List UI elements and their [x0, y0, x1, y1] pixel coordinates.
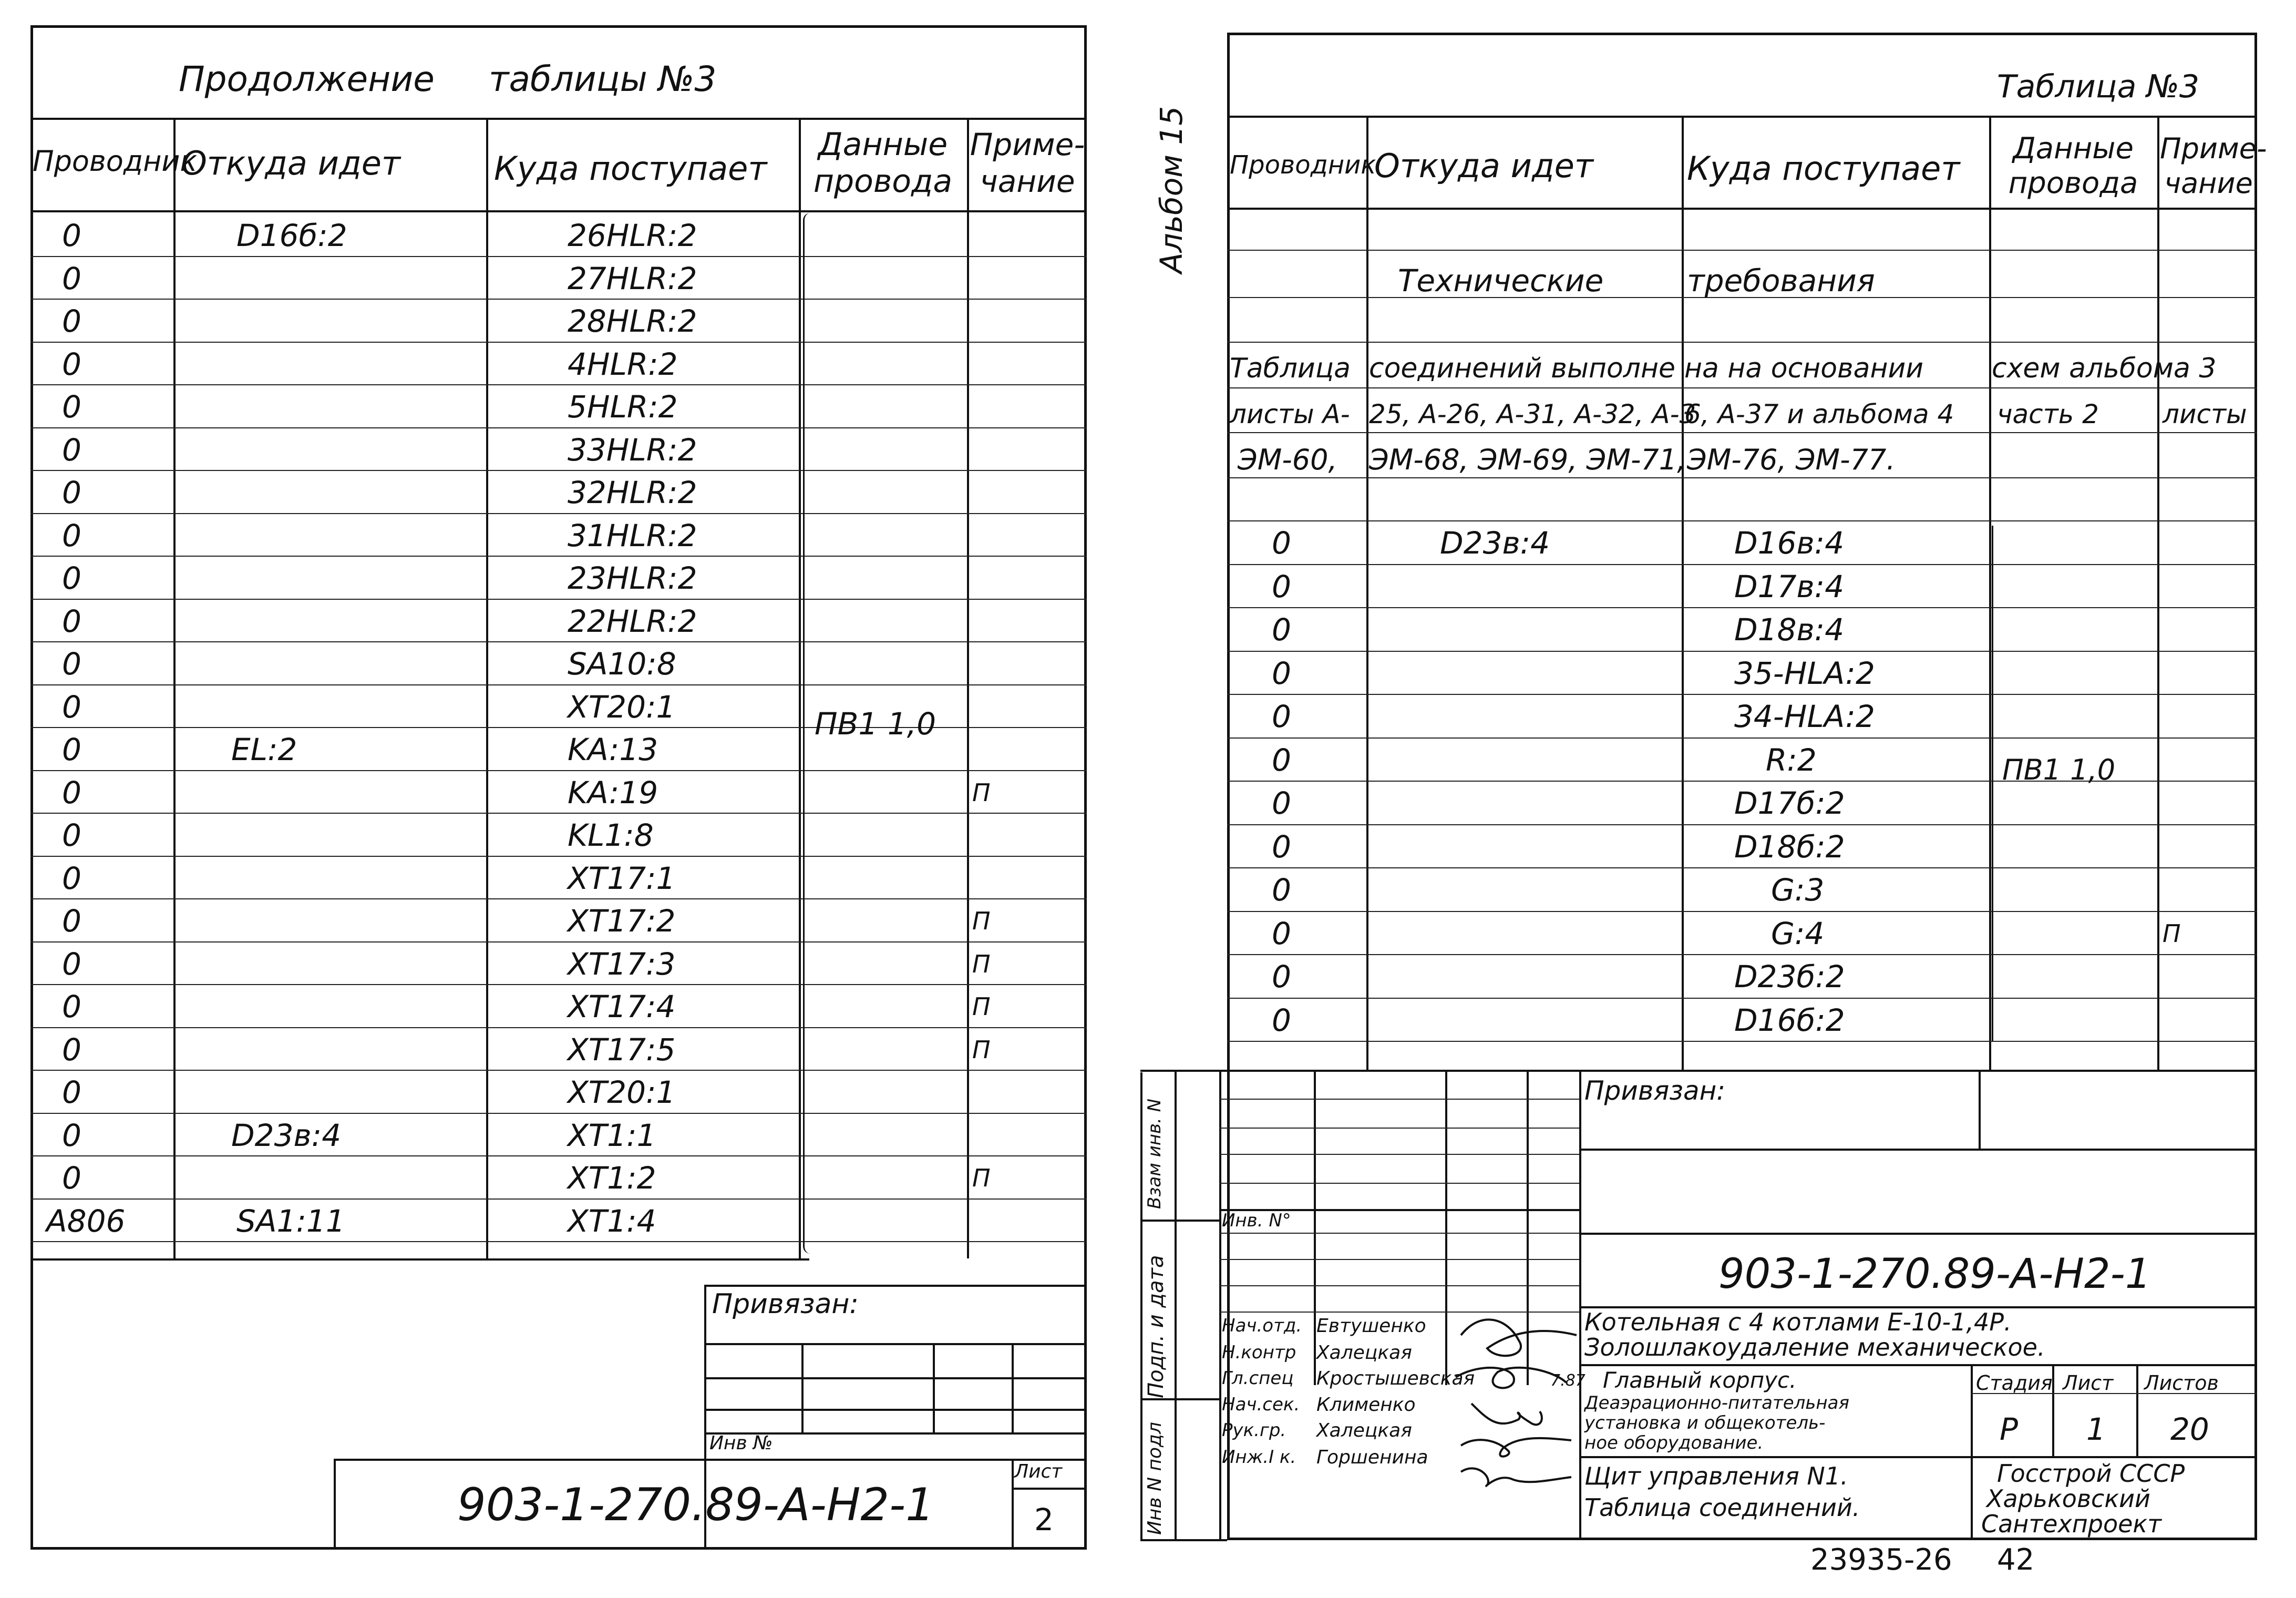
right-row-line — [1227, 954, 2257, 955]
left-cell-to: 31HLR:2 — [568, 518, 697, 554]
right-text-2a: листы А- — [1230, 399, 1350, 429]
staff-role: Нач.сек. — [1222, 1394, 1300, 1415]
right-cell-to: 34-HLA:2 — [1734, 699, 1875, 734]
right-row-line — [1227, 564, 2257, 565]
left-cell-to: KL1:8 — [568, 817, 654, 853]
left-cell-to: XT20:1 — [568, 689, 676, 725]
side-label-sign-date: Подп. и дата — [1144, 1255, 1168, 1398]
right-cell-to: D18б:2 — [1734, 829, 1845, 865]
left-row-line — [30, 641, 1087, 642]
left-wire-data: ПВ1 1,0 — [815, 706, 936, 742]
left-row-line — [30, 856, 1087, 857]
staff-role: Рук.гр. — [1222, 1420, 1286, 1441]
left-cell-to: 28HLR:2 — [568, 303, 697, 339]
left-cell-conductor: 0 — [62, 989, 81, 1025]
right-cell-to: D17б:2 — [1734, 785, 1845, 821]
right-cell-note: П — [2163, 919, 2181, 948]
right-cell-to: D16б:2 — [1734, 1002, 1845, 1038]
left-row-line — [30, 1070, 1087, 1071]
left-cell-to: XT17:4 — [568, 989, 676, 1025]
right-cell-from: D23в:4 — [1440, 525, 1550, 561]
left-row-line — [30, 556, 1087, 557]
building-3: установка и общекотель- — [1584, 1412, 1826, 1433]
left-cell-conductor: 0 — [62, 218, 81, 253]
right-table-title: Таблица №3 — [1997, 68, 2200, 105]
right-cell-conductor: 0 — [1272, 872, 1291, 908]
left-cell-conductor: 0 — [62, 689, 81, 725]
org-3: Сантехпроект — [1981, 1510, 2162, 1538]
left-cell-to: 26HLR:2 — [568, 218, 697, 253]
project-title-2: Золошлакоудаление механическое. — [1584, 1333, 2045, 1361]
left-header-note: Приме- чание — [970, 127, 1085, 199]
right-text-1a: Таблица — [1230, 353, 1351, 384]
staff-role: Нач.отд. — [1222, 1315, 1302, 1336]
left-cell-note: П — [972, 1036, 991, 1064]
right-header-conductor: Проводник — [1230, 150, 1376, 180]
left-cell-conductor: 0 — [62, 1032, 81, 1068]
left-cell-to: XT1:2 — [568, 1160, 656, 1196]
signatures-scribble — [1440, 1298, 1582, 1498]
left-cell-note: П — [972, 950, 991, 978]
left-row-line — [30, 513, 1087, 514]
staff-role: Гл.спец — [1222, 1368, 1294, 1389]
right-row-line — [1227, 342, 2257, 343]
left-cell-conductor: 0 — [62, 946, 81, 982]
right-row-line — [1227, 867, 2257, 868]
left-cell-to: KA:19 — [568, 775, 658, 811]
left-cell-conductor: 0 — [62, 560, 81, 596]
right-wire-data: ПВ1 1,0 — [2002, 753, 2116, 786]
right-cell-conductor: 0 — [1272, 525, 1291, 561]
left-wire-brace — [803, 213, 812, 1254]
left-cell-to: 5HLR:2 — [568, 389, 678, 425]
right-text-2e: листы — [2163, 399, 2247, 429]
building-2: Деаэрационно-питательная — [1584, 1392, 1849, 1413]
staff-name: Кростышевская — [1316, 1368, 1475, 1389]
left-cell-conductor: 0 — [62, 732, 81, 767]
left-header-wire-data: Данные провода — [813, 126, 953, 200]
sheet-label: Лист — [2063, 1371, 2114, 1395]
right-text-1d: схем альбома 3 — [1992, 353, 2217, 384]
left-title-table: таблицы №3 — [489, 59, 717, 99]
left-cell-conductor: 0 — [62, 261, 81, 296]
left-cell-conductor: 0 — [62, 646, 81, 682]
left-cell-to: SA10:8 — [568, 646, 676, 682]
left-cell-to: 4HLR:2 — [568, 346, 678, 382]
left-stamp-linked: Привязан: — [712, 1288, 859, 1320]
left-sheet-number: 2 — [1034, 1502, 1054, 1538]
left-row-line — [30, 1241, 1087, 1242]
left-stamp-inv: Инв № — [709, 1432, 773, 1454]
right-row-line — [1227, 387, 2257, 388]
left-cell-to: XT17:3 — [568, 946, 676, 982]
left-cell-to: XT17:5 — [568, 1032, 676, 1068]
left-cell-note: П — [972, 992, 991, 1021]
left-cell-from: D23в:4 — [231, 1118, 342, 1153]
right-text-1b: соединений выполне — [1369, 353, 1675, 384]
right-header-wire-data: Данные провода — [2008, 131, 2138, 200]
right-text-3a: ЭМ-60, — [1238, 443, 1337, 476]
left-cell-conductor: 0 — [62, 346, 81, 382]
staff-name: Евтушенко — [1316, 1315, 1426, 1337]
left-cell-conductor: 0 — [62, 861, 81, 896]
right-stamp-inv: Инв. N° — [1222, 1210, 1291, 1231]
left-row-line — [30, 342, 1087, 343]
org-1: Госстрой СССР — [1997, 1459, 2185, 1488]
right-row-line — [1227, 477, 2257, 478]
left-cell-note: П — [972, 907, 991, 935]
right-cell-to: R:2 — [1766, 742, 1817, 778]
building-1: Главный корпус. — [1603, 1367, 1797, 1393]
left-cell-to: 32HLR:2 — [568, 475, 697, 510]
right-row-line — [1227, 824, 2257, 825]
staff-name: Халецкая — [1316, 1420, 1412, 1441]
left-cell-conductor: 0 — [62, 903, 81, 939]
right-row-line — [1227, 607, 2257, 608]
left-row-line — [30, 427, 1087, 428]
sheet-value: 1 — [2086, 1411, 2106, 1447]
right-cell-conductor: 0 — [1272, 1002, 1291, 1038]
left-title-continued: Продолжение — [179, 59, 435, 99]
right-row-line — [1227, 250, 2257, 251]
right-cell-to: D18в:4 — [1734, 612, 1845, 648]
right-req-1: Технические — [1398, 263, 1604, 299]
right-req-2: требования — [1687, 263, 1875, 299]
stage-value: Р — [2000, 1411, 2018, 1447]
left-row-line — [30, 1155, 1087, 1156]
left-row-line — [30, 599, 1087, 600]
building-4: ное оборудование. — [1584, 1432, 1764, 1453]
right-cell-to: G:4 — [1771, 916, 1825, 951]
left-row-line — [30, 1198, 1087, 1200]
right-cell-conductor: 0 — [1272, 655, 1291, 691]
left-row-line — [30, 1027, 1087, 1028]
left-cell-note: П — [972, 778, 991, 807]
left-cell-from: EL:2 — [231, 732, 297, 767]
right-row-line — [1227, 432, 2257, 433]
left-row-line — [30, 384, 1087, 385]
left-sheet-label: Лист — [1014, 1461, 1063, 1482]
right-cell-to: D16в:4 — [1734, 525, 1845, 561]
left-cell-to: XT1:1 — [568, 1118, 656, 1153]
sheets-value: 20 — [2170, 1411, 2209, 1447]
left-cell-to: 23HLR:2 — [568, 560, 697, 596]
staff-role: Инж.I к. — [1222, 1447, 1296, 1468]
right-text-1c: на на основании — [1684, 353, 1924, 384]
left-cell-conductor: 0 — [62, 775, 81, 811]
left-row-line — [30, 941, 1087, 943]
right-text-2c: 6, А-37 и альбома 4 — [1684, 399, 1954, 429]
left-cell-from: D16б:2 — [236, 218, 347, 253]
left-cell-to: XT17:1 — [568, 861, 676, 896]
right-cell-to: D23б:2 — [1734, 959, 1845, 995]
left-cell-to: KA:13 — [568, 732, 658, 767]
left-cell-conductor: 0 — [62, 1118, 81, 1153]
right-row-line — [1227, 911, 2257, 912]
left-cell-conductor: 0 — [62, 303, 81, 339]
left-cell-to: XT17:2 — [568, 903, 676, 939]
right-row-line — [1227, 998, 2257, 999]
right-header-note: Приме- чание — [2160, 132, 2267, 200]
left-header-from: Откуда идет — [181, 144, 401, 182]
left-cell-conductor: 0 — [62, 1160, 81, 1196]
right-cell-conductor: 0 — [1272, 742, 1291, 778]
right-cell-to: D17в:4 — [1734, 569, 1845, 605]
sheets-label: Листов — [2144, 1371, 2219, 1395]
left-cell-to: XT1:4 — [568, 1203, 656, 1239]
left-row-line — [30, 898, 1087, 899]
stage-label: Стадия — [1976, 1371, 2053, 1395]
left-cell-to: 27HLR:2 — [568, 261, 697, 296]
right-text-3b: ЭМ-68, ЭМ-69, ЭМ-71, — [1369, 443, 1686, 476]
right-cell-conductor: 0 — [1272, 959, 1291, 995]
left-cell-conductor: 0 — [62, 603, 81, 639]
right-wire-brace — [1992, 526, 2001, 1041]
side-label-replace: Взам инв. N — [1144, 1098, 1165, 1209]
left-cell-to: 22HLR:2 — [568, 603, 697, 639]
right-cell-to: 35-HLA:2 — [1734, 655, 1875, 691]
right-cell-conductor: 0 — [1272, 569, 1291, 605]
staff-name: Горшенина — [1316, 1447, 1428, 1468]
right-row-line — [1227, 737, 2257, 739]
left-cell-to: 33HLR:2 — [568, 432, 697, 468]
archive-number: 23935-26 — [1810, 1543, 1952, 1577]
left-cell-conductor: 0 — [62, 1074, 81, 1110]
right-row-line — [1227, 694, 2257, 695]
right-cell-to: G:3 — [1771, 872, 1825, 908]
right-header-to: Куда поступает — [1687, 149, 1960, 188]
left-cell-conductor: 0 — [62, 475, 81, 510]
right-cell-conductor: 0 — [1272, 612, 1291, 648]
left-row-line — [30, 684, 1087, 685]
left-row-line — [30, 984, 1087, 985]
left-header-conductor: Проводник — [33, 145, 198, 178]
left-cell-conductor: 0 — [62, 432, 81, 468]
staff-name: Халецкая — [1316, 1342, 1412, 1364]
side-label-inv-orig: Инв N подл — [1144, 1422, 1166, 1535]
right-row-line — [1227, 520, 2257, 521]
right-row-line — [1227, 651, 2257, 652]
left-row-line — [30, 813, 1087, 814]
right-text-2d: часть 2 — [1997, 399, 2099, 429]
right-cell-conductor: 0 — [1272, 699, 1291, 734]
left-header-to: Куда поступает — [494, 149, 767, 188]
left-row-line — [30, 1113, 1087, 1114]
right-cell-conductor: 0 — [1272, 785, 1291, 821]
right-text-3c: ЭМ-76, ЭМ-77. — [1687, 443, 1896, 476]
right-header-from: Откуда идет — [1374, 147, 1594, 185]
staff-role: Н.контр — [1222, 1342, 1296, 1363]
left-cell-conductor: 0 — [62, 389, 81, 425]
left-doc-code: 903-1-270.89-A-H2-1 — [457, 1479, 934, 1531]
left-cell-conductor: A806 — [46, 1203, 126, 1239]
right-cell-conductor: 0 — [1272, 829, 1291, 865]
signature-date: 7.87 — [1550, 1371, 1585, 1390]
project-title-1: Котельная с 4 котлами Е-10-1,4Р. — [1584, 1308, 2012, 1336]
right-text-2b: 25, А-26, А-31, А-32, А-3 — [1369, 399, 1696, 429]
sheet-title-2: Таблица соединений. — [1584, 1493, 1860, 1522]
org-2: Харьковский — [1986, 1484, 2150, 1513]
left-row-line — [30, 770, 1087, 771]
archive-page: 42 — [1997, 1543, 2035, 1577]
right-row-line — [1227, 1041, 2257, 1042]
staff-name: Клименко — [1316, 1394, 1416, 1416]
left-row-line — [30, 470, 1087, 471]
right-cell-conductor: 0 — [1272, 916, 1291, 951]
left-cell-from: SA1:11 — [236, 1203, 345, 1239]
left-cell-conductor: 0 — [62, 817, 81, 853]
album-label: Альбом 15 — [1154, 106, 1189, 273]
left-row-line — [30, 299, 1087, 300]
right-doc-code: 903-1-270.89-A-H2-1 — [1718, 1251, 2151, 1298]
left-cell-to: XT20:1 — [568, 1074, 676, 1110]
sheet-title-1: Щит управления N1. — [1584, 1462, 1848, 1490]
left-row-line — [30, 256, 1087, 257]
right-stamp-linked: Привязан: — [1584, 1075, 1726, 1106]
left-cell-conductor: 0 — [62, 518, 81, 554]
left-cell-note: П — [972, 1164, 991, 1192]
